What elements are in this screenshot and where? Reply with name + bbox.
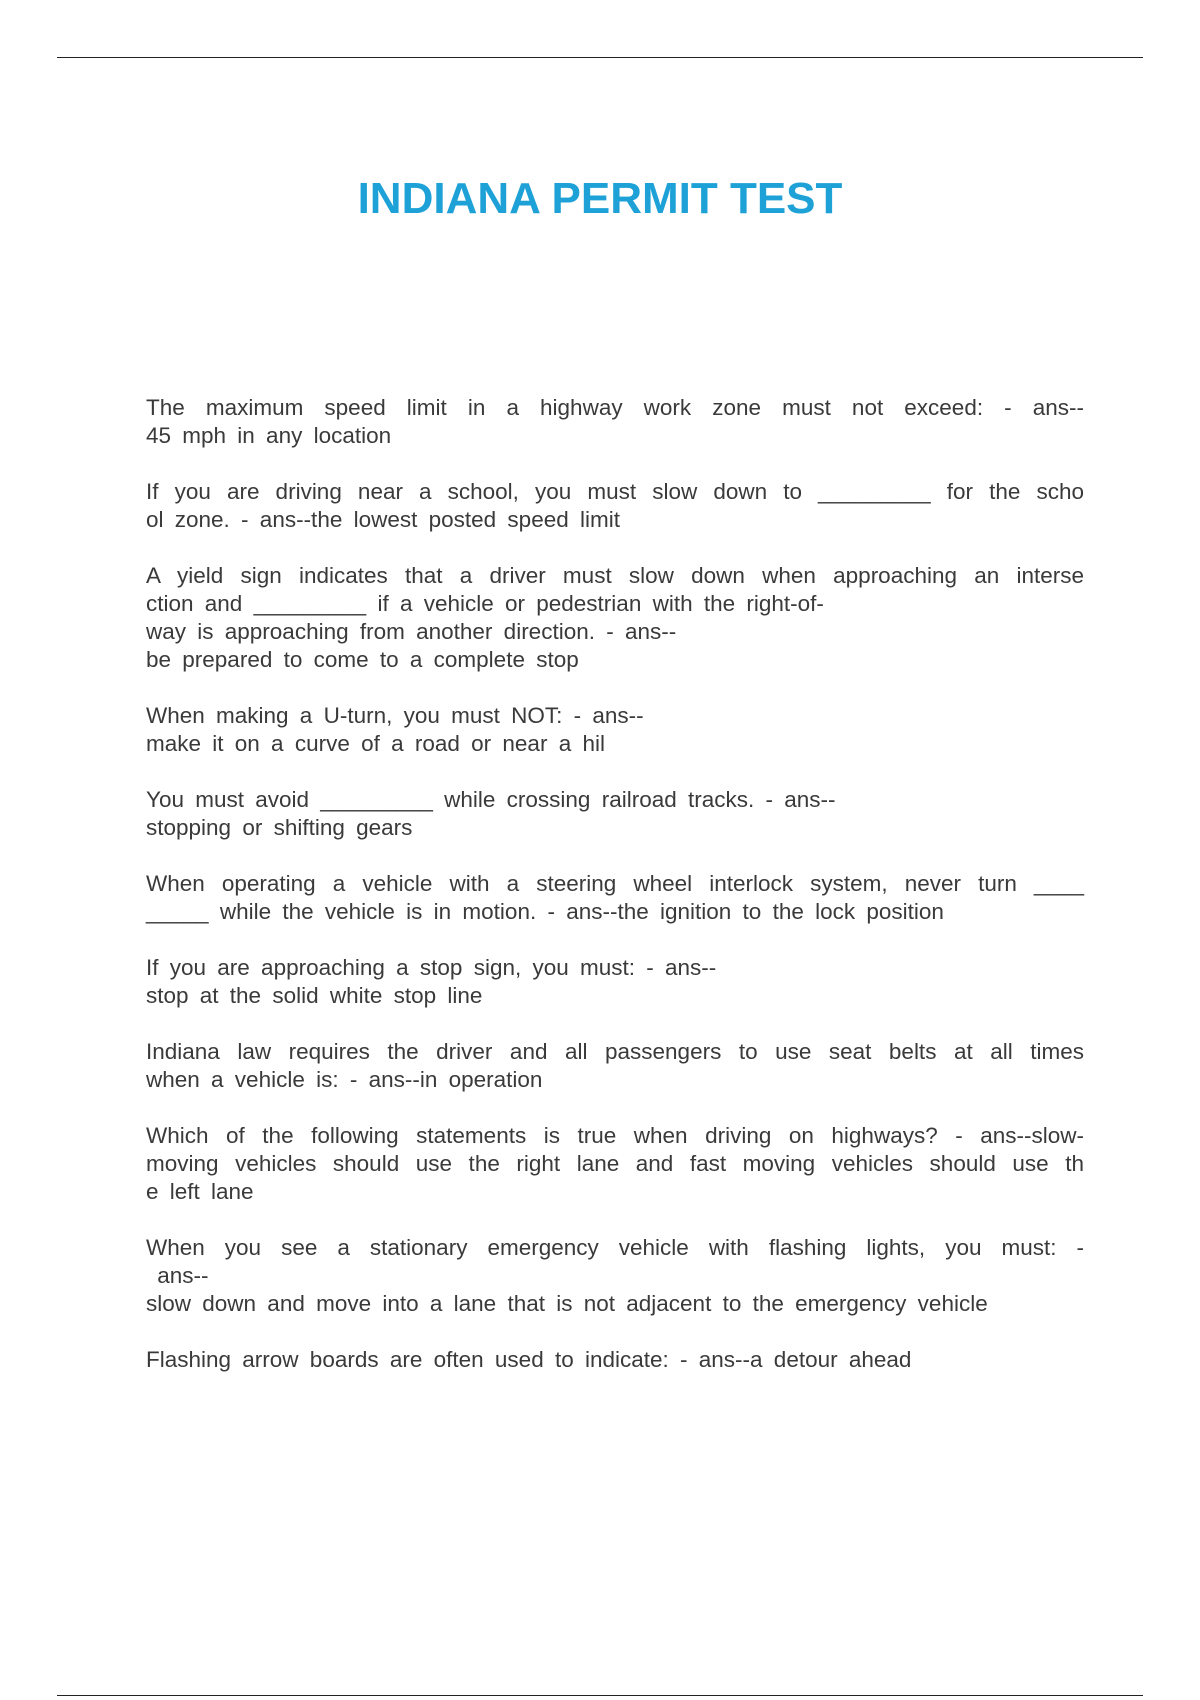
qa-line: The maximum speed limit in a highway work zone must not exceed: - ans-- — [146, 395, 1084, 420]
qa-line: stopping or shifting gears — [146, 815, 413, 840]
qa-line: moving vehicles should use the right lane and fast moving vehicles should use th — [146, 1151, 1084, 1176]
qa-line: If you are driving near a school, you must slow down to _________ for the scho — [146, 479, 1084, 504]
qa-item — [146, 1122, 1084, 1206]
qa-item — [146, 786, 1084, 842]
qa-line: _____ while the vehicle is in motion. - ans--the ignition to the lock position — [146, 899, 944, 924]
qa-line: A yield sign indicates that a driver must slow down when approaching an interse — [146, 563, 1084, 588]
qa-line: ol zone. - ans--the lowest posted speed limit — [146, 507, 620, 532]
qa-line: when a vehicle is: - ans--in operation — [146, 1067, 543, 1092]
qa-line: stop at the solid white stop line — [146, 983, 483, 1008]
bottom-rule — [57, 1695, 1143, 1696]
qa-line: Which of the following statements is true when driving on highways? - ans--slow- — [146, 1123, 1084, 1148]
qa-item — [146, 478, 1084, 534]
qa-line: ans-- — [146, 1263, 209, 1288]
qa-line: 45 mph in any location — [146, 423, 392, 448]
qa-item — [146, 954, 1084, 1010]
qa-list — [146, 394, 1084, 1402]
qa-item — [146, 394, 1084, 450]
qa-line: e left lane — [146, 1179, 254, 1204]
qa-item — [146, 1038, 1084, 1094]
qa-item — [146, 562, 1084, 674]
document-title: INDIANA PERMIT TEST — [357, 174, 843, 223]
qa-line: You must avoid _________ while crossing railroad tracks. - ans-- — [146, 787, 836, 812]
qa-line: be prepared to come to a complete stop — [146, 647, 579, 672]
qa-line: When operating a vehicle with a steering wheel interlock system, never turn ____ — [146, 871, 1084, 896]
qa-line: make it on a curve of a road or near a hil — [146, 731, 605, 756]
qa-line: When making a U-turn, you must NOT: - ans-- — [146, 703, 644, 728]
qa-item — [146, 702, 1084, 758]
qa-line: Indiana law requires the driver and all passengers to use seat belts at all times — [146, 1039, 1084, 1064]
qa-line: way is approaching from another direction. - ans-- — [146, 619, 677, 644]
qa-item — [146, 1234, 1084, 1318]
qa-line: Flashing arrow boards are often used to indicate: - ans--a detour ahead — [146, 1347, 912, 1372]
qa-line: When you see a stationary emergency vehicle with flashing lights, you must: - — [146, 1235, 1084, 1260]
qa-line: If you are approaching a stop sign, you must: - ans-- — [146, 955, 717, 980]
qa-item — [146, 1346, 1084, 1374]
top-rule — [57, 57, 1143, 58]
qa-line: ction and _________ if a vehicle or pedestrian with the right-of- — [146, 591, 824, 616]
qa-line: slow down and move into a lane that is not adjacent to the emergency vehicle — [146, 1291, 988, 1316]
qa-item — [146, 870, 1084, 926]
